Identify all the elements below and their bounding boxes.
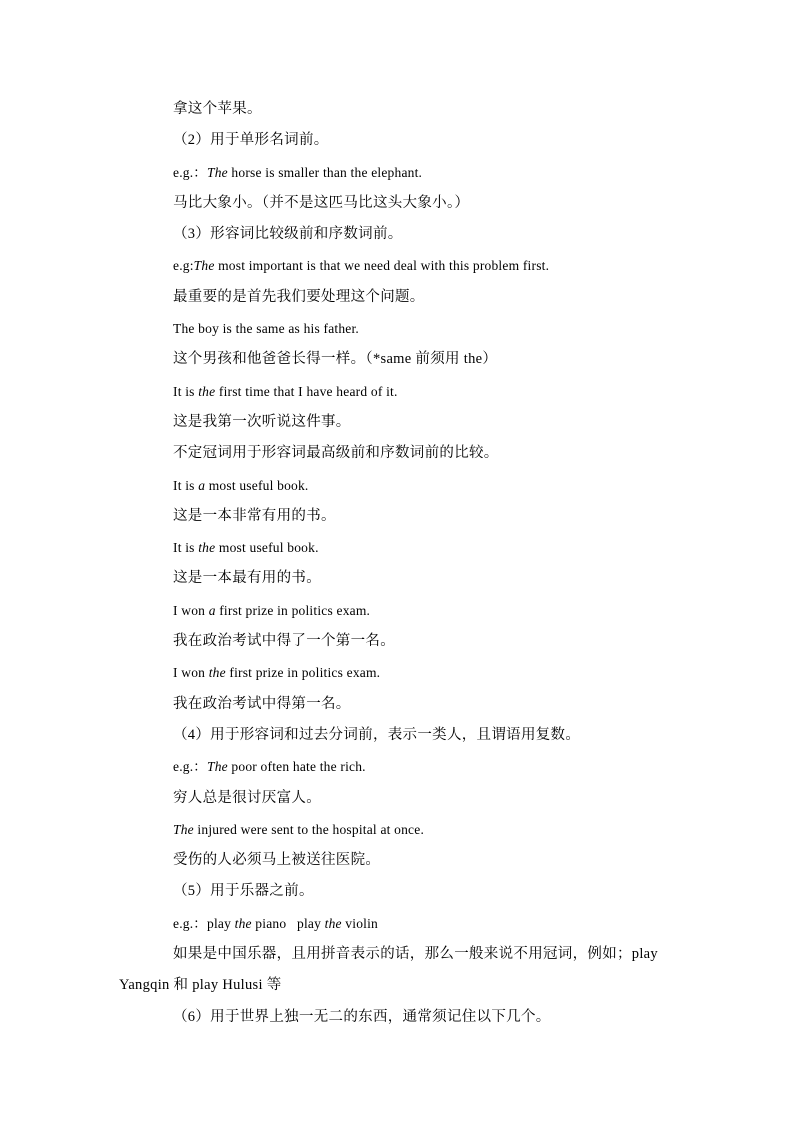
line-text: It is [173, 540, 199, 556]
line-text: 如果是中国乐器，且用拼音表示的话，那么一般来说不用冠词，例如；play [173, 946, 658, 963]
article-italic: The [173, 821, 194, 837]
example-sentence-en [119, 250, 759, 281]
translation-zh [119, 689, 759, 720]
translation-zh [119, 783, 759, 814]
article-italic: the [198, 540, 216, 556]
document-body [119, 94, 759, 1033]
rule-heading-4 [119, 720, 759, 751]
rule-heading-3 [119, 219, 759, 250]
article-italic: the [208, 665, 226, 681]
line-text: 这是一本非常有用的书。 [173, 507, 336, 524]
rule-heading-6 [119, 1002, 759, 1033]
line-text: most useful book. [205, 477, 309, 493]
translation-zh [119, 563, 759, 594]
line-text: 我在政治考试中得第一名。 [173, 695, 351, 712]
line-text: first prize in politics exam. [215, 602, 371, 618]
rule-heading-2 [119, 125, 759, 156]
article-italic: The [207, 164, 228, 180]
line-text: （3）形容词比较级前和序数词前。 [173, 226, 403, 243]
line-text: 马比大象小。（并不是这匹马比这头大象小。） [173, 194, 470, 211]
rule-heading-5 [119, 876, 759, 907]
article-italic: the [324, 915, 342, 931]
line-text: It is [173, 383, 199, 399]
example-label: e.g.： [173, 164, 207, 180]
example-sentence-en [119, 751, 759, 782]
note-text [119, 438, 759, 469]
example-sentence-en [119, 313, 759, 344]
line-text: （5）用于乐器之前。 [173, 883, 314, 900]
line-text: （6）用于世界上独一无二的东西，通常须记住以下几个。 [173, 1008, 551, 1025]
line-text: 不定冠词用于形容词最高级前和序数词前的比较。 [173, 445, 499, 462]
line-text: I won [173, 665, 209, 681]
translation-zh [119, 344, 759, 375]
line-text: first time that I have heard of it. [215, 383, 398, 399]
example-sentence-en [119, 595, 759, 626]
example-sentence-en [119, 470, 759, 501]
translation-zh [119, 282, 759, 313]
article-italic: The [207, 759, 228, 775]
example-sentence-en [119, 157, 759, 188]
line-text: violin [341, 915, 379, 931]
example-sentence-en [119, 908, 759, 939]
translation-zh [119, 845, 759, 876]
line-text: piano play [251, 915, 325, 931]
example-sentence-en [119, 376, 759, 407]
line-text: I won [173, 602, 209, 618]
example-label: e.g.： [173, 759, 207, 775]
line-text: It is [173, 477, 199, 493]
example-sentence-en [119, 814, 759, 845]
translation-zh [119, 188, 759, 219]
translation-zh [119, 407, 759, 438]
line-text: most important is that we need deal with this problem first. [214, 258, 550, 274]
article-italic: the [198, 383, 216, 399]
line-text: injured were sent to the hospital at once. [193, 821, 425, 837]
example-label: e.g.：play [173, 915, 235, 931]
line-text: 我在政治考试中得了一个第一名。 [173, 633, 395, 650]
example-sentence-en [119, 657, 759, 688]
translation-zh [119, 501, 759, 532]
example-sentence-en [119, 532, 759, 563]
line-text: 这是我第一次听说这件事。 [173, 413, 351, 430]
line-text: 穷人总是很讨厌富人。 [173, 789, 321, 806]
line-text: 这个男孩和他爸爸长得一样。（*same 前须用 the） [173, 351, 498, 368]
article-italic: a [208, 602, 216, 618]
note-text [119, 939, 759, 970]
line-text: 这是一本最有用的书。 [173, 570, 321, 587]
translation-zh [119, 626, 759, 657]
translation-zh [119, 94, 759, 125]
article-italic: a [198, 477, 206, 493]
article-italic: The [193, 258, 215, 274]
line-text: Yangqin 和 play Hulusi 等 [119, 977, 282, 994]
example-label: e.g: [173, 258, 194, 274]
line-text: 拿这个苹果。 [173, 101, 262, 117]
line-text: The boy is the same as his father. [173, 321, 360, 337]
article-italic: the [234, 915, 252, 931]
line-text: （4）用于形容词和过去分词前，表示一类人，且谓语用复数。 [173, 726, 581, 743]
line-text: 最重要的是首先我们要处理这个问题。 [173, 288, 425, 305]
line-text: most useful book. [215, 540, 319, 556]
line-text: horse is smaller than the elephant. [227, 164, 423, 180]
note-text-continued [119, 970, 759, 1001]
line-text: poor often hate the rich. [227, 759, 366, 775]
line-text: first prize in politics exam. [225, 665, 381, 681]
line-text: 受伤的人必须马上被送往医院。 [173, 852, 381, 869]
line-text: （2）用于单形名词前。 [173, 132, 329, 149]
